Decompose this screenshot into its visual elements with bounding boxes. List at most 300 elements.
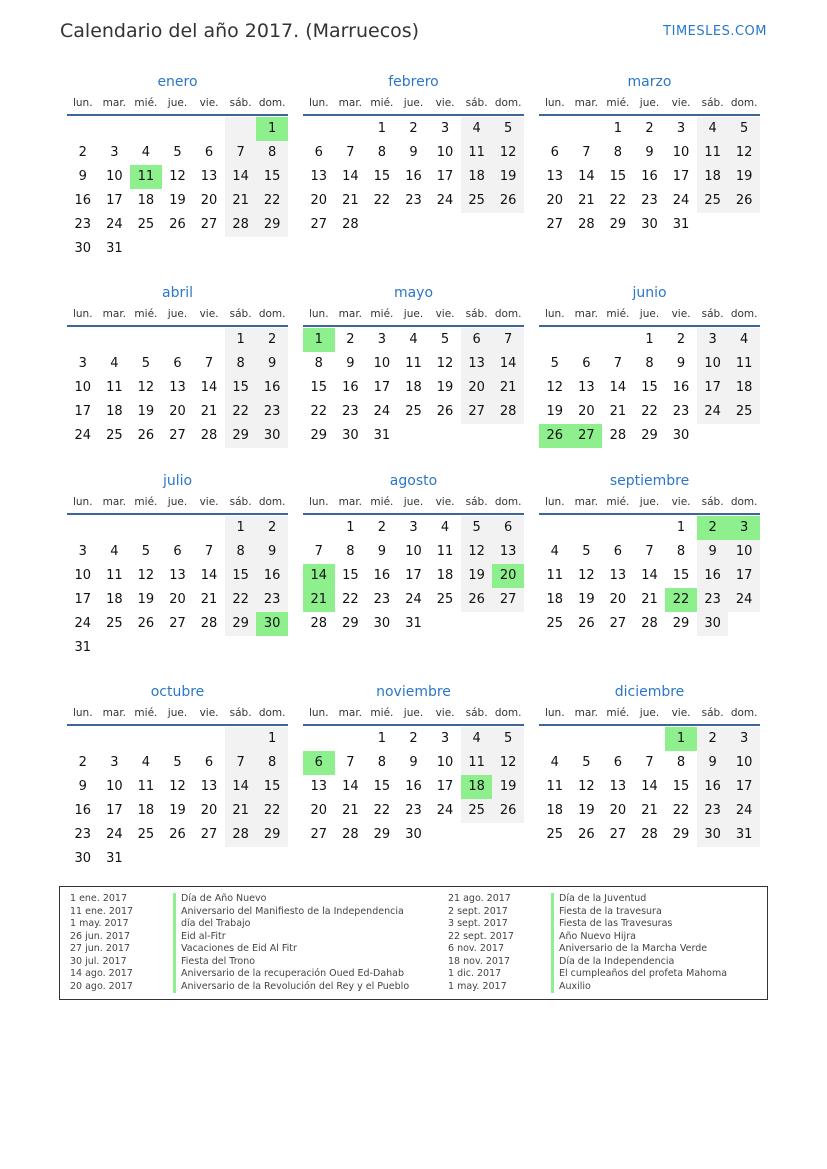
weekday-label: mar. bbox=[338, 707, 363, 719]
day-cell: 17 bbox=[106, 193, 123, 208]
day-cell: 15 bbox=[342, 568, 359, 583]
empty-day-cell bbox=[461, 213, 493, 237]
day-cell: 23 bbox=[672, 404, 690, 419]
day-cell: 25 bbox=[137, 217, 155, 232]
weekday-label: mié. bbox=[606, 496, 630, 508]
day-cell: 2 bbox=[346, 332, 355, 347]
day-grid bbox=[539, 328, 760, 448]
holiday-row bbox=[70, 906, 409, 919]
day-cell: 13 bbox=[169, 568, 186, 583]
holiday-row bbox=[448, 943, 727, 956]
weekday-label: lun. bbox=[72, 97, 93, 109]
day-cell: 4 bbox=[550, 544, 559, 559]
day-cell: 30 bbox=[405, 827, 422, 842]
day-cell: 16 bbox=[256, 376, 288, 400]
weekday-label: mar. bbox=[574, 308, 599, 320]
day-cell: 2 bbox=[409, 121, 418, 136]
day-cell: 1 bbox=[225, 516, 257, 540]
day-cell: 26 bbox=[492, 189, 524, 213]
day-cell: 18 bbox=[106, 592, 123, 607]
day-cell: 8 bbox=[256, 751, 288, 775]
day-cell: 20 bbox=[200, 803, 218, 818]
empty-day-cell bbox=[193, 117, 225, 141]
day-cell: 23 bbox=[641, 193, 658, 208]
day-cell: 8 bbox=[377, 755, 387, 770]
weekday-label: sáb. bbox=[229, 97, 252, 109]
day-cell: 8 bbox=[676, 544, 686, 559]
day-cell: 7 bbox=[204, 544, 214, 559]
day-cell: 2 bbox=[377, 520, 387, 535]
day-cell: 29 bbox=[641, 428, 658, 443]
day-cell: 6 bbox=[173, 544, 182, 559]
day-cell: 26 bbox=[137, 428, 155, 443]
day-cell: 25 bbox=[405, 404, 422, 419]
day-cell: 13 bbox=[609, 779, 627, 794]
day-cell: 17 bbox=[672, 169, 690, 184]
day-cell: 25 bbox=[106, 616, 123, 631]
day-cell: 26 bbox=[169, 827, 186, 842]
weekday-header bbox=[303, 92, 524, 116]
weekday-label: lun. bbox=[544, 496, 565, 508]
weekday-header bbox=[539, 92, 760, 116]
day-cell: 18 bbox=[137, 803, 155, 818]
holiday-day-cell: 27 bbox=[571, 424, 603, 448]
day-cell: 16 bbox=[405, 779, 422, 794]
weekday-label: lun. bbox=[308, 496, 329, 508]
day-cell: 29 bbox=[310, 428, 328, 443]
day-grid bbox=[539, 727, 760, 847]
empty-day-cell bbox=[398, 424, 430, 448]
day-cell: 14 bbox=[342, 779, 359, 794]
holiday-day-cell: 20 bbox=[492, 564, 524, 588]
weekday-label: vie. bbox=[199, 308, 219, 320]
day-cell: 16 bbox=[697, 564, 729, 588]
empty-day-cell bbox=[429, 213, 461, 237]
weekday-label: mié. bbox=[370, 496, 394, 508]
day-cell: 31 bbox=[106, 241, 123, 256]
weekday-label: dom. bbox=[258, 496, 286, 508]
day-cell: 14 bbox=[200, 380, 218, 395]
day-cell: 29 bbox=[225, 612, 257, 636]
day-cell: 25 bbox=[461, 189, 493, 213]
day-cell: 3 bbox=[110, 755, 119, 770]
holiday-name: El cumpleaños del profeta Mahoma bbox=[551, 968, 727, 981]
empty-day-cell bbox=[130, 847, 162, 871]
empty-day-cell bbox=[99, 727, 131, 751]
empty-day-cell bbox=[162, 516, 194, 540]
day-cell: 5 bbox=[582, 544, 591, 559]
day-cell: 27 bbox=[461, 400, 493, 424]
day-cell: 29 bbox=[225, 424, 257, 448]
month-octubre bbox=[67, 682, 288, 871]
day-cell: 7 bbox=[582, 145, 591, 160]
day-cell: 19 bbox=[137, 592, 155, 607]
day-cell: 15 bbox=[225, 564, 257, 588]
empty-day-cell bbox=[193, 636, 225, 660]
day-grid bbox=[539, 117, 760, 237]
weekday-header bbox=[67, 92, 288, 116]
empty-day-cell bbox=[571, 516, 603, 540]
day-cell: 11 bbox=[461, 751, 493, 775]
day-cell: 14 bbox=[578, 169, 595, 184]
day-cell: 19 bbox=[436, 380, 454, 395]
day-cell: 11 bbox=[546, 779, 564, 794]
day-cell: 28 bbox=[200, 616, 218, 631]
weekday-label: vie. bbox=[671, 496, 691, 508]
month-name: junio bbox=[632, 285, 667, 301]
weekday-label: vie. bbox=[435, 97, 455, 109]
day-cell: 31 bbox=[728, 823, 760, 847]
day-cell: 5 bbox=[461, 516, 493, 540]
day-cell: 3 bbox=[409, 520, 418, 535]
day-cell: 19 bbox=[578, 592, 595, 607]
day-cell: 4 bbox=[461, 727, 493, 751]
day-cell: 19 bbox=[137, 404, 155, 419]
day-cell: 17 bbox=[405, 568, 422, 583]
day-cell: 15 bbox=[609, 169, 627, 184]
day-cell: 18 bbox=[546, 803, 564, 818]
day-cell: 22 bbox=[609, 193, 627, 208]
weekday-label: mar. bbox=[338, 308, 363, 320]
day-cell: 9 bbox=[256, 540, 288, 564]
holiday-list bbox=[59, 886, 768, 1000]
weekday-label: jue. bbox=[639, 308, 660, 320]
empty-day-cell bbox=[728, 424, 760, 448]
weekday-label: sáb. bbox=[701, 707, 724, 719]
day-cell: 20 bbox=[546, 193, 564, 208]
day-cell: 3 bbox=[676, 121, 686, 136]
day-cell: 9 bbox=[78, 169, 87, 184]
day-cell: 24 bbox=[74, 428, 92, 443]
weekday-label: dom. bbox=[494, 308, 522, 320]
day-cell: 22 bbox=[342, 592, 359, 607]
holiday-day-cell: 30 bbox=[256, 612, 288, 636]
day-cell: 23 bbox=[74, 217, 92, 232]
day-cell: 18 bbox=[461, 165, 493, 189]
day-cell: 9 bbox=[346, 356, 355, 371]
holiday-row bbox=[70, 968, 409, 981]
weekday-label: sáb. bbox=[701, 308, 724, 320]
day-cell: 20 bbox=[609, 803, 627, 818]
empty-day-cell bbox=[162, 727, 194, 751]
empty-day-cell bbox=[728, 213, 760, 237]
day-cell: 28 bbox=[225, 823, 257, 847]
weekday-label: vie. bbox=[199, 496, 219, 508]
day-cell: 19 bbox=[461, 564, 493, 588]
day-cell: 21 bbox=[200, 592, 218, 607]
day-cell: 28 bbox=[609, 428, 627, 443]
holiday-date: 14 ago. 2017 bbox=[70, 968, 133, 979]
day-cell: 7 bbox=[225, 141, 257, 165]
weekday-label: dom. bbox=[730, 308, 758, 320]
day-cell: 17 bbox=[74, 592, 92, 607]
empty-day-cell bbox=[634, 727, 666, 751]
day-cell: 3 bbox=[440, 731, 450, 746]
day-cell: 3 bbox=[697, 328, 729, 352]
day-cell: 1 bbox=[256, 727, 288, 751]
day-cell: 9 bbox=[697, 540, 729, 564]
day-cell: 10 bbox=[74, 568, 92, 583]
empty-day-cell bbox=[539, 328, 571, 352]
weekday-label: vie. bbox=[671, 308, 691, 320]
day-cell: 12 bbox=[169, 779, 186, 794]
month-name: enero bbox=[157, 74, 198, 90]
day-grid bbox=[67, 727, 288, 871]
day-cell: 26 bbox=[169, 217, 186, 232]
day-cell: 20 bbox=[169, 404, 186, 419]
empty-day-cell bbox=[225, 117, 257, 141]
day-cell: 27 bbox=[310, 217, 328, 232]
day-cell: 26 bbox=[492, 799, 524, 823]
day-cell: 17 bbox=[74, 404, 92, 419]
day-cell: 18 bbox=[106, 404, 123, 419]
holiday-row bbox=[448, 918, 727, 931]
holiday-day-cell: 1 bbox=[256, 117, 288, 141]
holiday-row bbox=[70, 943, 409, 956]
day-cell: 29 bbox=[256, 823, 288, 847]
day-cell: 24 bbox=[672, 193, 690, 208]
holiday-date: 1 ene. 2017 bbox=[70, 893, 127, 904]
day-cell: 30 bbox=[74, 851, 92, 866]
weekday-label: vie. bbox=[199, 707, 219, 719]
weekday-label: dom. bbox=[258, 97, 286, 109]
day-cell: 30 bbox=[697, 612, 729, 636]
empty-day-cell bbox=[728, 612, 760, 636]
day-cell: 20 bbox=[169, 592, 186, 607]
day-cell: 3 bbox=[78, 544, 87, 559]
holiday-date: 2 sept. 2017 bbox=[448, 905, 508, 917]
empty-day-cell bbox=[225, 727, 257, 751]
day-cell: 2 bbox=[697, 727, 729, 751]
day-cell: 25 bbox=[697, 189, 729, 213]
day-cell: 28 bbox=[492, 400, 524, 424]
day-cell: 26 bbox=[728, 189, 760, 213]
day-cell: 6 bbox=[173, 356, 182, 371]
empty-day-cell bbox=[492, 823, 524, 847]
holiday-column-left bbox=[70, 893, 409, 993]
day-cell: 8 bbox=[645, 356, 654, 371]
weekday-label: jue. bbox=[403, 308, 424, 320]
month-name: diciembre bbox=[614, 684, 685, 700]
day-cell: 18 bbox=[546, 592, 564, 607]
weekday-label: lun. bbox=[308, 707, 329, 719]
day-cell: 12 bbox=[137, 380, 155, 395]
empty-day-cell bbox=[130, 237, 162, 261]
day-cell: 12 bbox=[461, 540, 493, 564]
day-cell: 17 bbox=[373, 380, 391, 395]
day-cell: 7 bbox=[346, 755, 355, 770]
day-cell: 23 bbox=[342, 404, 359, 419]
day-cell: 10 bbox=[728, 540, 760, 564]
day-cell: 18 bbox=[697, 165, 729, 189]
day-cell: 1 bbox=[613, 121, 623, 136]
day-cell: 29 bbox=[342, 616, 359, 631]
weekday-label: vie. bbox=[671, 707, 691, 719]
day-grid bbox=[67, 516, 288, 660]
holiday-name: Eid al-Fitr bbox=[173, 931, 226, 944]
day-cell: 24 bbox=[697, 400, 729, 424]
holiday-day-cell: 26 bbox=[539, 424, 571, 448]
empty-day-cell bbox=[130, 516, 162, 540]
day-cell: 15 bbox=[373, 169, 391, 184]
holiday-date: 18 nov. 2017 bbox=[448, 955, 511, 967]
day-cell: 21 bbox=[225, 799, 257, 823]
empty-day-cell bbox=[130, 328, 162, 352]
day-cell: 20 bbox=[461, 376, 493, 400]
empty-day-cell bbox=[193, 847, 225, 871]
holiday-name: Aniversario de la Revolución del Rey y el Pueblo bbox=[173, 981, 409, 994]
day-cell: 6 bbox=[204, 145, 214, 160]
day-cell: 25 bbox=[436, 592, 454, 607]
day-cell: 16 bbox=[74, 803, 92, 818]
day-cell: 25 bbox=[106, 428, 123, 443]
weekday-header bbox=[303, 303, 524, 327]
day-cell: 15 bbox=[256, 165, 288, 189]
day-cell: 1 bbox=[225, 328, 257, 352]
empty-day-cell bbox=[571, 328, 603, 352]
day-grid bbox=[303, 727, 524, 847]
empty-day-cell bbox=[303, 727, 335, 751]
weekday-label: sáb. bbox=[229, 308, 252, 320]
day-cell: 31 bbox=[106, 851, 123, 866]
day-cell: 14 bbox=[641, 779, 658, 794]
day-cell: 14 bbox=[641, 568, 658, 583]
weekday-label: jue. bbox=[403, 496, 424, 508]
day-cell: 2 bbox=[645, 121, 654, 136]
day-cell: 10 bbox=[436, 755, 454, 770]
month-enero bbox=[67, 72, 288, 261]
weekday-label: mié. bbox=[606, 707, 630, 719]
day-cell: 14 bbox=[492, 352, 524, 376]
day-cell: 1 bbox=[645, 332, 654, 347]
month-name: abril bbox=[161, 285, 193, 301]
weekday-label: dom. bbox=[494, 707, 522, 719]
empty-day-cell bbox=[67, 516, 99, 540]
day-cell: 9 bbox=[377, 544, 387, 559]
holiday-name: Auxilio bbox=[551, 981, 591, 994]
holiday-row bbox=[448, 968, 727, 981]
day-cell: 9 bbox=[697, 751, 729, 775]
holiday-name: Año Nuevo Hijra bbox=[551, 931, 636, 944]
empty-day-cell bbox=[130, 636, 162, 660]
weekday-label: sáb. bbox=[465, 496, 488, 508]
weekday-label: jue. bbox=[167, 707, 188, 719]
empty-day-cell bbox=[99, 516, 131, 540]
day-cell: 6 bbox=[550, 145, 559, 160]
day-cell: 21 bbox=[492, 376, 524, 400]
month-name: agosto bbox=[389, 473, 438, 489]
day-cell: 4 bbox=[141, 145, 151, 160]
weekday-header bbox=[67, 702, 288, 726]
page-title: Calendario del año 2017. (Marruecos) bbox=[60, 20, 420, 42]
day-cell: 29 bbox=[256, 213, 288, 237]
weekday-label: mié. bbox=[370, 707, 394, 719]
holiday-name: Aniversario de la recuperación Oued Ed-Dahab bbox=[173, 968, 404, 981]
day-cell: 24 bbox=[436, 803, 454, 818]
day-cell: 2 bbox=[409, 731, 418, 746]
day-cell: 19 bbox=[728, 165, 760, 189]
weekday-label: jue. bbox=[403, 707, 424, 719]
day-cell: 3 bbox=[440, 121, 450, 136]
holiday-row bbox=[448, 931, 727, 944]
empty-day-cell bbox=[461, 424, 493, 448]
day-cell: 5 bbox=[492, 727, 524, 751]
day-cell: 24 bbox=[106, 827, 123, 842]
weekday-label: jue. bbox=[639, 707, 660, 719]
day-cell: 1 bbox=[377, 731, 387, 746]
day-cell: 2 bbox=[256, 328, 288, 352]
day-cell: 13 bbox=[546, 169, 564, 184]
day-cell: 8 bbox=[676, 755, 686, 770]
day-cell: 10 bbox=[74, 380, 92, 395]
day-cell: 15 bbox=[641, 380, 658, 395]
site-link[interactable]: TIMESLES.COM bbox=[663, 24, 767, 39]
empty-day-cell bbox=[256, 636, 288, 660]
month-febrero bbox=[303, 72, 524, 237]
day-cell: 16 bbox=[405, 169, 422, 184]
day-cell: 2 bbox=[78, 755, 87, 770]
day-cell: 11 bbox=[137, 779, 155, 794]
holiday-day-cell: 14 bbox=[303, 564, 335, 588]
day-cell: 31 bbox=[405, 616, 422, 631]
weekday-label: dom. bbox=[730, 97, 758, 109]
day-cell: 30 bbox=[373, 616, 391, 631]
day-cell: 6 bbox=[492, 516, 524, 540]
day-cell: 22 bbox=[373, 803, 391, 818]
holiday-date: 20 ago. 2017 bbox=[70, 980, 133, 992]
day-cell: 13 bbox=[310, 779, 328, 794]
weekday-label: mar. bbox=[102, 496, 127, 508]
day-cell: 21 bbox=[641, 803, 658, 818]
day-cell: 24 bbox=[106, 217, 123, 232]
day-cell: 11 bbox=[697, 141, 729, 165]
day-cell: 29 bbox=[672, 827, 690, 842]
weekday-label: sáb. bbox=[229, 707, 252, 719]
day-cell: 5 bbox=[550, 356, 559, 371]
weekday-header bbox=[67, 491, 288, 515]
day-cell: 17 bbox=[728, 775, 760, 799]
day-cell: 21 bbox=[641, 592, 658, 607]
day-cell: 27 bbox=[609, 827, 627, 842]
day-cell: 3 bbox=[728, 727, 760, 751]
day-cell: 13 bbox=[200, 779, 218, 794]
weekday-label: sáb. bbox=[465, 308, 488, 320]
day-cell: 5 bbox=[582, 755, 591, 770]
day-cell: 5 bbox=[141, 356, 151, 371]
day-cell: 12 bbox=[169, 169, 186, 184]
empty-day-cell bbox=[162, 636, 194, 660]
day-cell: 25 bbox=[546, 616, 564, 631]
day-cell: 2 bbox=[78, 145, 87, 160]
day-cell: 16 bbox=[342, 380, 359, 395]
day-cell: 23 bbox=[405, 803, 422, 818]
day-cell: 24 bbox=[405, 592, 422, 607]
day-cell: 15 bbox=[256, 775, 288, 799]
holiday-date: 1 dic. 2017 bbox=[448, 968, 502, 979]
weekday-label: mié. bbox=[134, 97, 158, 109]
day-cell: 31 bbox=[672, 217, 690, 232]
day-cell: 11 bbox=[405, 356, 422, 371]
day-cell: 5 bbox=[492, 117, 524, 141]
weekday-label: vie. bbox=[671, 97, 691, 109]
empty-day-cell bbox=[602, 328, 634, 352]
day-cell: 11 bbox=[436, 544, 454, 559]
empty-day-cell bbox=[492, 213, 524, 237]
day-cell: 17 bbox=[436, 779, 454, 794]
day-cell: 7 bbox=[613, 356, 623, 371]
empty-day-cell bbox=[256, 847, 288, 871]
day-cell: 27 bbox=[492, 588, 524, 612]
